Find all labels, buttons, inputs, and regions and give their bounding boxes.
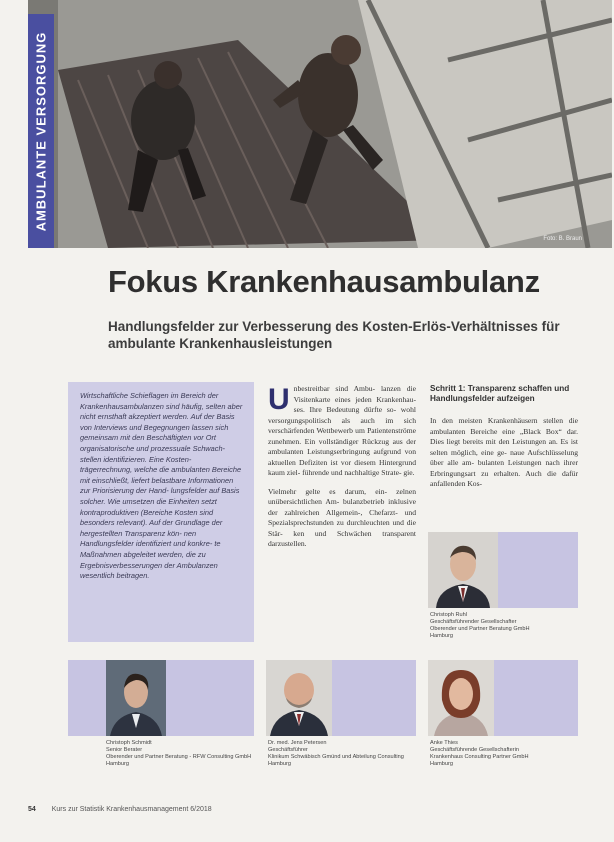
intro-box — [68, 382, 254, 642]
portrait-photo — [106, 660, 166, 736]
column-2-paragraph-2: Vielmehr gelte es darum, ein- zelnen unübersichtlichen Am- bulanzbetrieb inklusive der zahlreichen Allgemein-, Chefarzt- und Spezialsprechstunden zu durchleuchten und die Stär- ken und Schwächen transparent darzustellen. — [268, 486, 416, 548]
caption-person-4 — [430, 740, 580, 768]
step-1-heading: Schritt 1: Transparenz schaffen und Handlungsfelder aufzeigen — [430, 384, 570, 403]
section-tab — [28, 14, 54, 248]
person-name: Christoph Schmidt — [106, 740, 152, 746]
portrait-panel-4 — [428, 660, 578, 736]
caption-person-3 — [430, 612, 580, 640]
page-number: 54 — [28, 806, 36, 813]
portrait-photo — [428, 660, 494, 736]
person-name: Dr. med. Jens Petersen — [268, 740, 327, 746]
header-photo — [28, 0, 612, 248]
person-role: Geschäftsführende Gesellschafterin — [430, 747, 519, 753]
person-city: Hamburg — [430, 633, 454, 639]
portrait-photo — [266, 660, 332, 736]
intro-text: Wirtschaftliche Schieflagen im Bereich der Krankenhausambulanzen sind häufig, selten aber nicht ernsthaft akzeptiert werden. Auf der Basis von Interviews und Begegnungen lassen sich gemeinsam mit den Beschäftigten vor Ort organisatorische und prozessuale Schwach- stellen identifizieren. Eine Kosten- trägerrechnung, welche die ambulanten Bereiche mit einschließt, liefert belastbare Informationen zur Priorisierung der Hand- lungsfelder auf Basis solcher. Wie umsetzen die Einheiten setzt kontraproduktiven (Bereiche Kosten sind besonders relevant). Auf der Grundlage der hergestellten Transparenz kön- nen Handlungsfelder identifiziert und konkre- te Maßnahmen abgeleitet werden, die zu Ergebnisverbesserungen der Ambulanzen wesentlich beitragen. — [80, 391, 243, 581]
column-2-paragraph-1: nbestreitbar sind Ambu- lanzen die Visitenkarte eines jeden Krankenhau- ses. Ihre Bedeutung dürfte so- wohl versorgungspolitisch als auch im sich verschärfenden Wettbewerb um Patientenströme zunehmen. Ein vollständiger Rückzug aus der ambulanten Leistungserbringung aufgrund von aktuellen Defiziten ist vor diesem Hintergrund kaum ziel- führende und nachhaltige Strate- gie. — [268, 384, 416, 477]
portrait-panel-3 — [428, 532, 578, 608]
portrait-panel-2 — [266, 660, 416, 736]
person-org: Krankenhaus Consulting Partner GmbH — [430, 754, 529, 760]
person-city: Hamburg — [268, 761, 292, 767]
person-org: Oberender und Partner Beratung - RFW Consulting GmbH — [106, 754, 252, 760]
photo-credit: Foto: B. Braun — [543, 236, 582, 242]
article-title: Fokus Krankenhausambulanz — [108, 264, 540, 299]
caption-person-1 — [106, 740, 256, 768]
drop-cap: U — [268, 383, 290, 416]
step-1-body: In den meisten Krankenhäusern stellen die ambulanten Bereiche eine „Black Box“ dar. Dies liegt bereits mit den Leistungen an. Es ist selten möglich, eine ge- naue Aufschlüsselung über alle am- bulanten Leistungen nach ihrer Erbringungsart zu erhalten. Auch die dafür anfallenden Kos- — [430, 416, 578, 488]
footer-publication: Kurs zur Statistik Krankenhausmanagement 6/2018 — [51, 806, 212, 813]
person-org: Oberender und Partner Beratung GmbH — [430, 626, 530, 632]
person-role: Geschäftsführender Gesellschafter — [430, 619, 517, 625]
person-city: Hamburg — [430, 761, 454, 767]
person-role: Senior Berater — [106, 747, 143, 753]
person-org: Klinikum Schwäbisch Gmünd und Abteilung Consulting — [268, 754, 404, 760]
entrance-photo-illustration — [28, 0, 612, 248]
section-tab-label: AMBULANTE VERSORGUNG — [33, 31, 49, 231]
caption-person-2 — [268, 740, 418, 768]
portrait-photo — [428, 532, 498, 608]
person-name: Anke Thies — [430, 740, 458, 746]
person-name: Christoph Ruhl — [430, 612, 467, 618]
person-role: Geschäftsführer — [268, 747, 308, 753]
page-footer — [28, 806, 212, 813]
portrait-panel-1 — [68, 660, 254, 736]
article-subtitle: Handlungsfelder zur Verbesserung des Kosten-Erlös-Verhältnisses für ambulante Krankenhausleistungen — [108, 319, 560, 351]
person-city: Hamburg — [106, 761, 130, 767]
column-2 — [268, 384, 416, 558]
